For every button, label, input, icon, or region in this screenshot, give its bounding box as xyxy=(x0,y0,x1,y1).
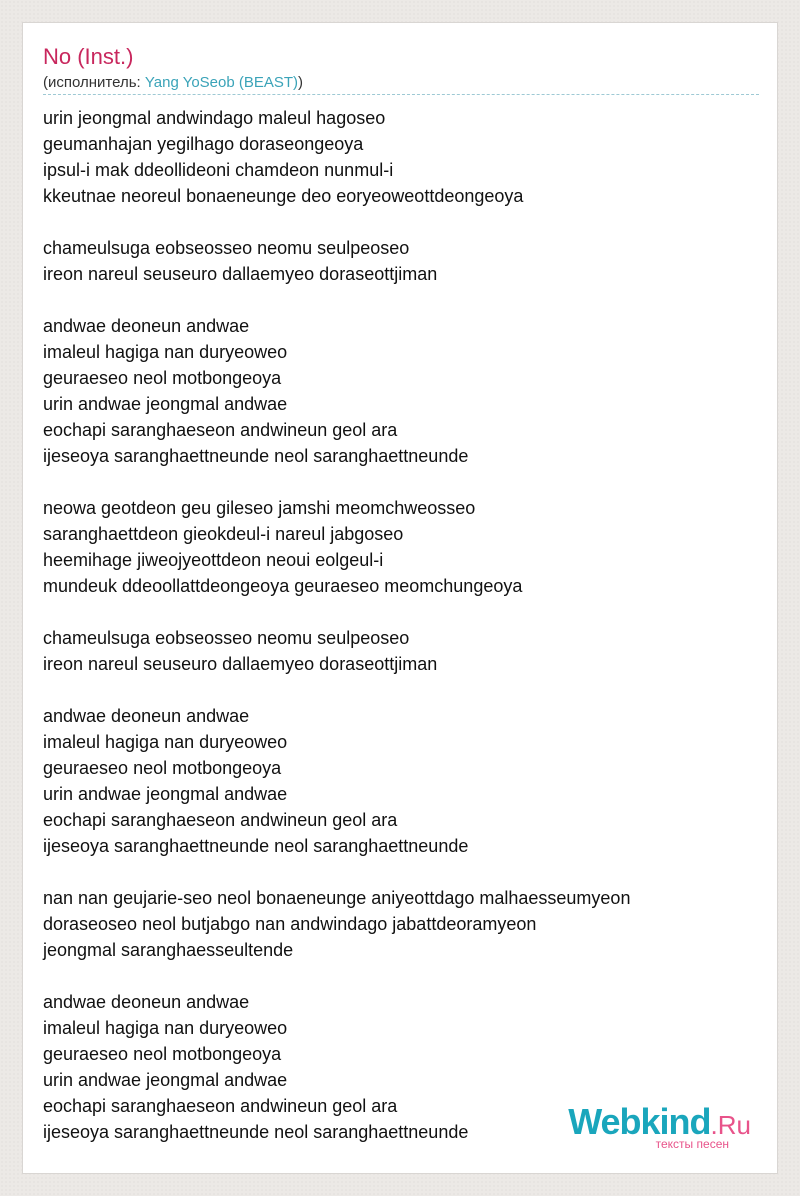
lyrics-line: ipsul-i mak ddeollideoni chamdeon nunmul-i xyxy=(43,160,394,180)
lyrics-line: urin andwae jeongmal andwae xyxy=(43,1070,288,1090)
lyrics-line: ireon nareul seuseuro dallaemyeo doraseottjiman xyxy=(43,654,438,674)
lyrics-stanza xyxy=(43,495,759,599)
lyrics-line: geuraeseo neol motbongeoya xyxy=(43,1044,282,1064)
lyrics-line: urin jeongmal andwindago maleul hagoseo xyxy=(43,108,386,128)
lyrics-line: imaleul hagiga nan duryeoweo xyxy=(43,732,288,752)
artist-suffix: ) xyxy=(298,74,304,91)
lyrics-line: kkeutnae neoreul bonaeneunge deo eoryeoweottdeongeoya xyxy=(43,186,524,206)
logo-suffix: .Ru xyxy=(710,1110,751,1140)
lyrics-line: ijeseoya saranghaettneunde neol saranghaettneunde xyxy=(43,1122,469,1142)
lyrics-line: ijeseoya saranghaettneunde neol saranghaettneunde xyxy=(43,836,469,856)
artist-prefix: (исполнитель: xyxy=(43,74,145,91)
lyrics-stanza xyxy=(43,625,759,677)
lyrics-stanza xyxy=(43,885,759,963)
lyrics-body xyxy=(43,105,759,1171)
lyrics-line: andwae deoneun andwae xyxy=(43,316,250,336)
lyrics-line: nan nan geujarie-seo neol bonaeneunge aniyeottdago malhaesseumyeon xyxy=(43,888,631,908)
lyrics-line: imaleul hagiga nan duryeoweo xyxy=(43,342,288,362)
lyrics-line: saranghaettdeon gieokdeul-i nareul jabgoseo xyxy=(43,524,404,544)
artist-line xyxy=(43,73,303,93)
lyrics-line: urin andwae jeongmal andwae xyxy=(43,784,288,804)
lyrics-line: jeongmal saranghaesseultende xyxy=(43,940,294,960)
lyrics-stanza xyxy=(43,105,759,209)
artist-link[interactable]: Yang YoSeob (BEAST) xyxy=(144,74,299,91)
lyrics-stanza xyxy=(43,703,759,859)
song-title: No (Inst.) xyxy=(43,44,134,69)
lyrics-line: chameulsuga eobseosseo neomu seulpeoseo xyxy=(43,628,410,648)
logo-main: Webkind xyxy=(568,1101,711,1142)
lyrics-card xyxy=(22,22,778,1174)
lyrics-line: geuraeseo neol motbongeoya xyxy=(43,368,282,388)
lyrics-line: mundeuk ddeoollattdeongeoya geuraeseo meomchungeoya xyxy=(43,576,523,596)
lyrics-line: heemihage jiweojyeottdeon neoui eolgeul-i xyxy=(43,550,384,570)
lyrics-line: imaleul hagiga nan duryeoweo xyxy=(43,1018,288,1038)
lyrics-line: ijeseoya saranghaettneunde neol saranghaettneunde xyxy=(43,446,469,466)
lyrics-line: andwae deoneun andwae xyxy=(43,706,250,726)
lyrics-line: eochapi saranghaeseon andwineun geol ara xyxy=(43,810,398,830)
webkind-watermark xyxy=(568,1101,751,1151)
lyrics-line: eochapi saranghaeseon andwineun geol ara xyxy=(43,420,398,440)
lyrics-line: andwae deoneun andwae xyxy=(43,992,250,1012)
lyrics-line: urin andwae jeongmal andwae xyxy=(43,394,288,414)
lyrics-stanza xyxy=(43,235,759,287)
logo-tagline: тексты песен xyxy=(655,1137,729,1151)
lyrics-line: neowa geotdeon geu gileseo jamshi meomchweosseo xyxy=(43,498,476,518)
title-divider xyxy=(43,94,759,95)
lyrics-line: doraseoseo neol butjabgo nan andwindago jabattdeoramyeon xyxy=(43,914,537,934)
lyrics-line: chameulsuga eobseosseo neomu seulpeoseo xyxy=(43,238,410,258)
lyrics-line: eochapi saranghaeseon andwineun geol ara xyxy=(43,1096,398,1116)
lyrics-line: geumanhajan yegilhago doraseongeoya xyxy=(43,134,364,154)
lyrics-stanza xyxy=(43,313,759,469)
lyrics-line: geuraeseo neol motbongeoya xyxy=(43,758,282,778)
lyrics-line: ireon nareul seuseuro dallaemyeo doraseottjiman xyxy=(43,264,438,284)
